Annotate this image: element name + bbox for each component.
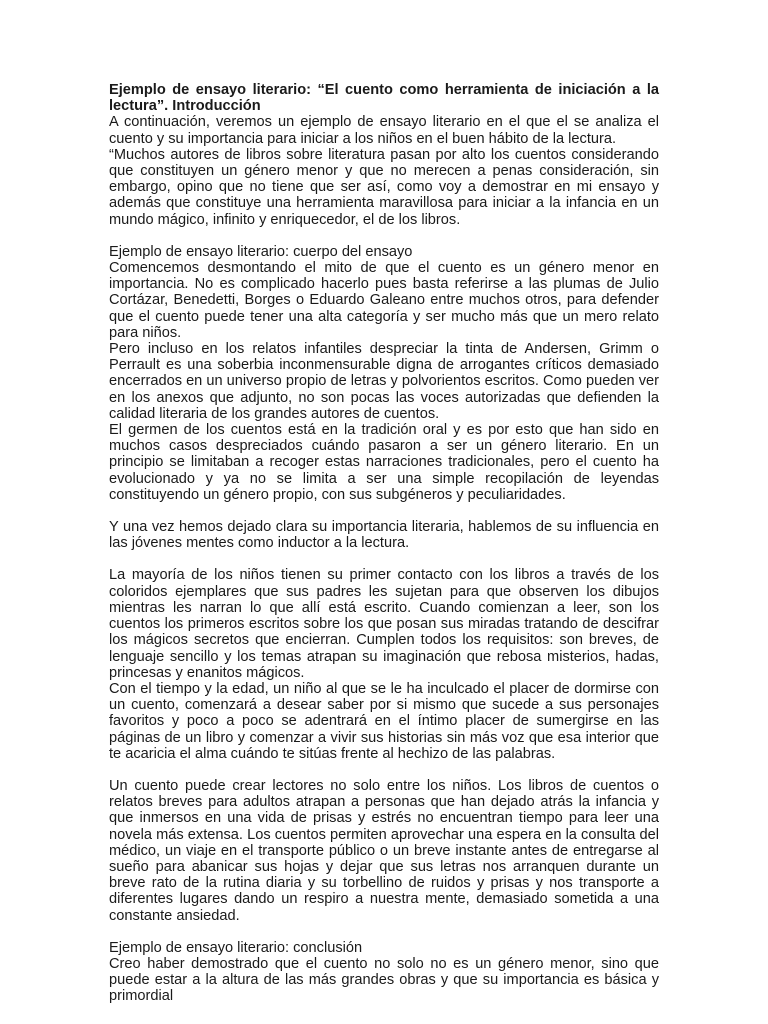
body-paragraph-2: Pero incluso en los relatos infantiles despreciar la tinta de Andersen, Grimm o Perrault es una soberbia inconmensurable digna de arrogantes críticos demasiado encerrados en un universo propio de letras y polvorientos escritos. Como pueden ver en los anexos que adjunto, no son pocas las voces autorizadas que defienden la calidad literaria de los grandes autores de cuentos.: [109, 341, 660, 422]
intro-paragraph-2: “Muchos autores de libros sobre literatura pasan por alto los cuentos considerando que constituyen un género menor y que no merecen a penas consideración, sin embargo, opino que no tiene que ser así, como voy a demostrar en mi ensayo y además que constituye una herramienta maravillosa para iniciar a la infancia en un mundo mágico, infinito y enriquecedor, el de los libros.: [109, 146, 659, 228]
influence-paragraph-2: Con el tiempo y la edad, un niño al que se le ha inculcado el placer de dormirse con un cuento, comenzará a desear saber por si mismo que sucede a sus personajes favoritos y poco a poco se adentrará en el íntimo placer de sumergirse en las páginas de un libro y comenzar a vivir sus historias sin más voz que esa interior que te acaricia el alma cuándo te sitúas frente al hechizo de las palabras.: [109, 680, 659, 762]
body-heading: Ejemplo de ensayo literario: cuerpo del ensayo: [109, 243, 413, 260]
transition-paragraph: Y una vez hemos dejado clara su importancia literaria, hablemos de su influencia en las jóvenes mentes como inductor a la lectura.: [109, 519, 659, 552]
influence-paragraph-1: La mayoría de los niños tienen su primer contacto con los libros a través de los coloridos ejemplares que sus padres les sujetan para que observen los dibujos mientras les narran lo que allí está escrito. Cuando comienzan a leer, son los cuentos los primeros escritos sobre los que posan sus miradas tratando de descifrar los mágicos secretos que encierran. Cumplen todos los requisitos: son breves, de lenguaje sencillo y los temas atrapan su imaginación que rebosa misterios, hadas, princesas y enanitos mágicos.: [109, 567, 659, 681]
intro-paragraph-1: A continuación, veremos un ejemplo de ensayo literario en el que el se analiza el cuento y su importancia para iniciar a los niños en el buen hábito de la lectura.: [109, 114, 659, 147]
adults-paragraph: Un cuento puede crear lectores no solo entre los niños. Los libros de cuentos o relatos breves para adultos atrapan a personas que han dejado atrás la infancia y que inmersos en una vida de prisas y estrés no encuentran tiempo para leer una novela más extensa. Los cuentos permiten aprovechar una espera en la consulta del médico, un viaje en el transporte público o un breve instante antes de entregarse al sueño para abanicar sus hojas y dejar que sus letras nos arranquen durante un breve rato de la rutina diaria y su torbellino de ruidos y prisas y nos transporte a diferentes lugares dando un respiro a nuestra mente, demasiado sometida a una constante ansiedad.: [109, 777, 659, 924]
conclusion-paragraph: Creo haber demostrado que el cuento no solo no es un género menor, sino que puede estar a la altura de las más grandes obras y que su importancia es básica y primordial: [109, 955, 659, 1005]
conclusion-heading: Ejemplo de ensayo literario: conclusión: [109, 939, 363, 956]
document-page: [109, 82, 659, 1005]
body-paragraph-1: Comencemos desmontando el mito de que el cuento es un género menor en importancia. No es complicado hacerlo pues basta referirse a las plumas de Julio Cortázar, Benedetti, Borges o Eduardo Galeano entre muchos otros, para defender que el cuento puede tener una alta categoría y ser mucho más que un mero relato para niños.: [109, 260, 659, 341]
essay-title: Ejemplo de ensayo literario: “El cuento como herramienta de iniciación a la lectura”. Introducción: [109, 82, 659, 115]
body-paragraph-3: El germen de los cuentos está en la tradición oral y es por esto que han sido en muchos casos despreciados cuándo pasaron a ser un género literario. En un principio se limitaban a recoger estas narraciones tradicionales, pero el cuento ha evolucionado y ya no se limita a ser una simple recopilación de leyendas constituyendo un género propio, con sus subgéneros y peculiaridades.: [109, 422, 659, 503]
